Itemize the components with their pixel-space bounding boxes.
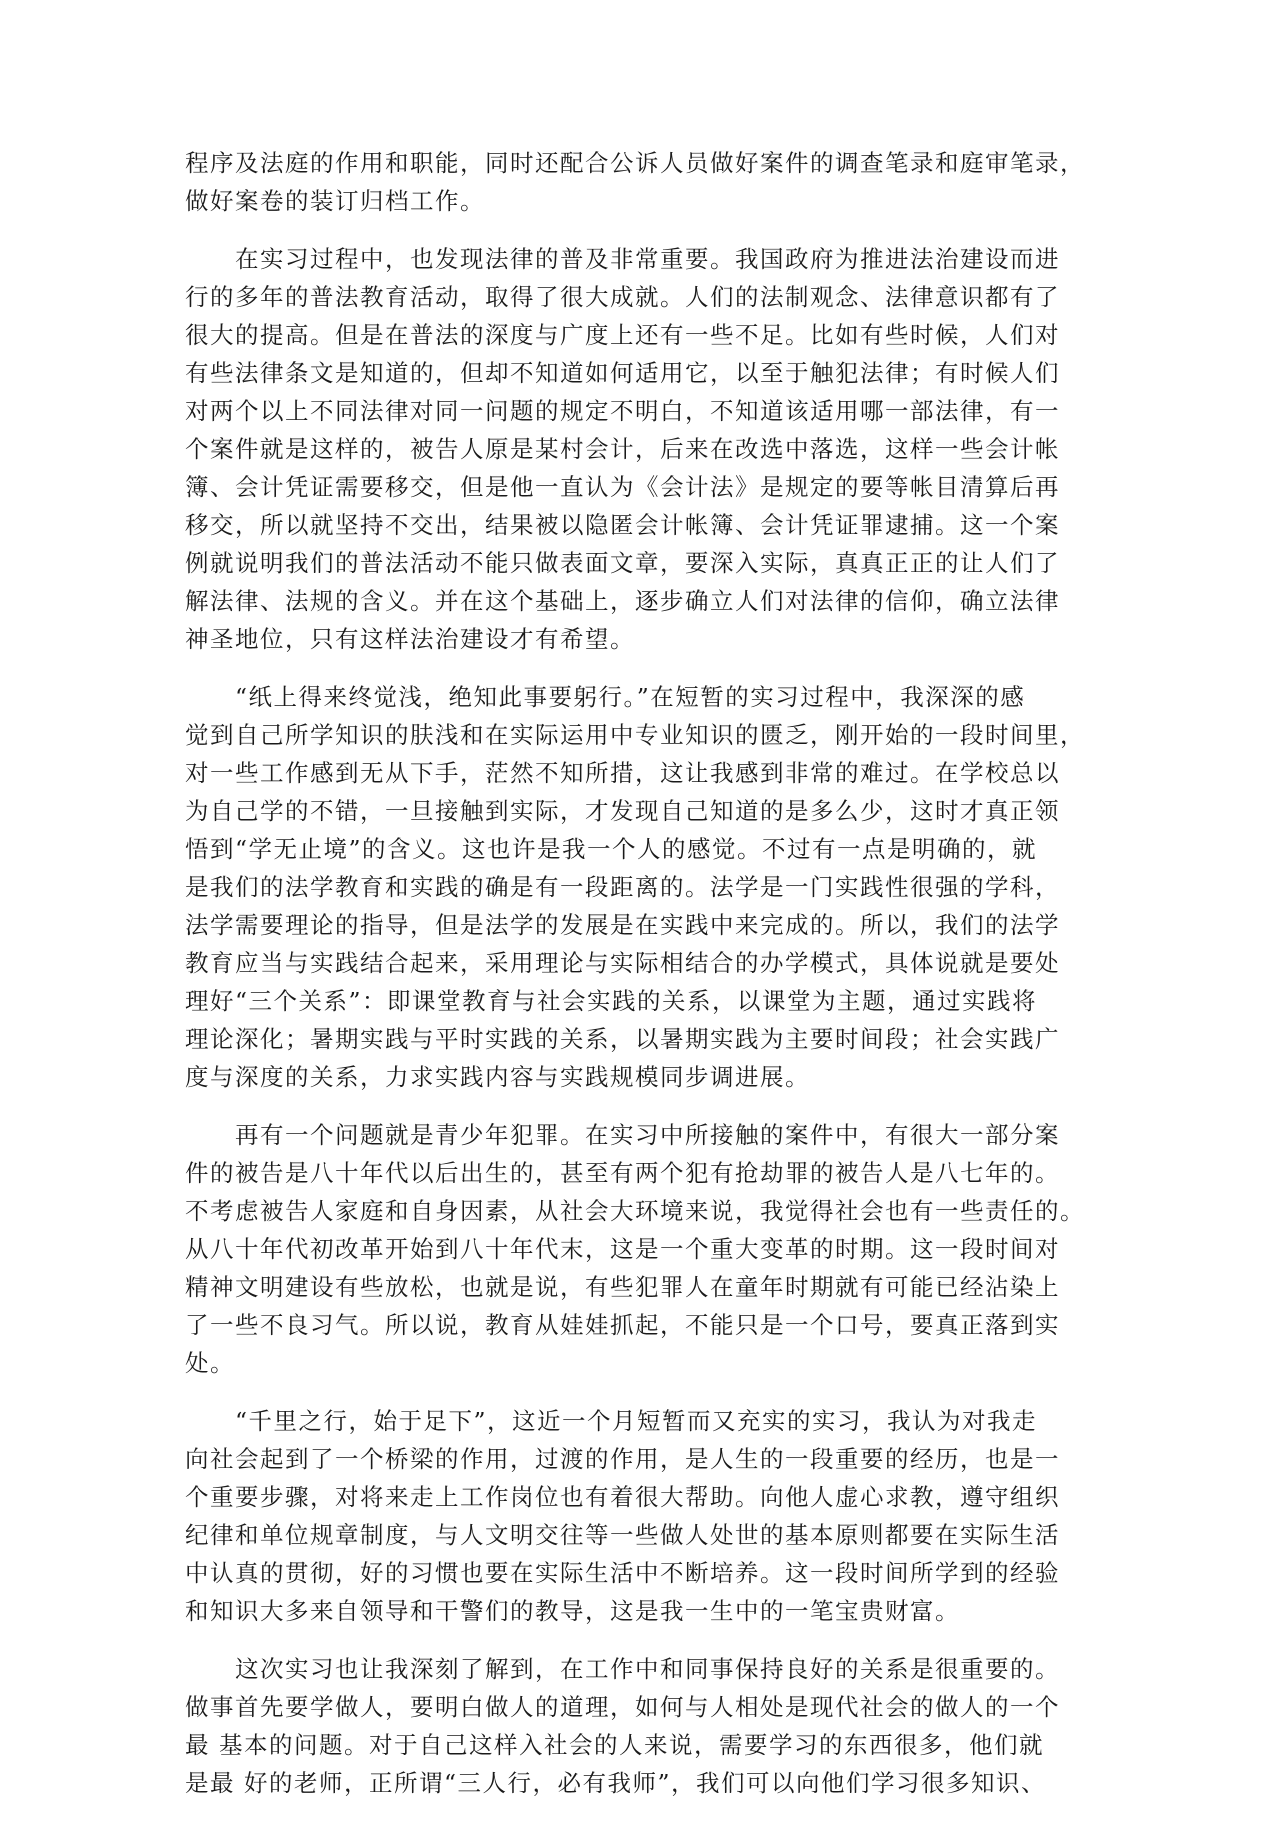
- paragraph: [185, 1402, 1105, 1630]
- text-line: 解法律、法规的含义。并在这个基础上，逐步确立人们对法律的信仰，确立法律: [185, 587, 1060, 615]
- text-line: 个案件就是这样的，被告人原是某村会计，后来在改选中落选，这样一些会计帐: [185, 435, 1060, 463]
- text-line: “纸上得来终觉浅，绝知此事要躬行。”在短暂的实习过程中，我深深的感: [185, 683, 1026, 711]
- text-line: 有些法律条文是知道的，但却不知道如何适用它，以至于触犯法律；有时候人们: [185, 359, 1060, 387]
- text-line: 做好案卷的装订归档工作。: [185, 187, 485, 215]
- text-line: 簿、会计凭证需要移交，但是他一直认为《会计法》是规定的要等帐目清算后再: [185, 473, 1060, 501]
- text-line: 从八十年代初改革开始到八十年代末，这是一个重大变革的时期。这一段时间对: [185, 1235, 1060, 1263]
- text-line: 精神文明建设有些放松，也就是说，有些犯罪人在童年时期就有可能已经沾染上: [185, 1273, 1060, 1301]
- text-line: 移交，所以就坚持不交出，结果被以隐匿会计帐簿、会计凭证罪逮捕。这一个案: [185, 511, 1060, 539]
- text-line: 悟到“学无止境”的含义。这也许是我一个人的感觉。不过有一点是明确的，就: [185, 835, 1038, 863]
- text-line: 理好“三个关系”：即课堂教育与社会实践的关系，以课堂为主题，通过实践将: [185, 987, 1038, 1015]
- paragraph: [185, 1116, 1105, 1382]
- text-line: 行的多年的普法教育活动，取得了很大成就。人们的法制观念、法律意识都有了: [185, 283, 1060, 311]
- text-line: 神圣地位，只有这样法治建设才有希望。: [185, 625, 635, 653]
- text-line: 不考虑被告人家庭和自身因素，从社会大环境来说，我觉得社会也有一些责任的。: [185, 1197, 1085, 1225]
- paragraph: [185, 240, 1105, 658]
- text-line: 和知识大多来自领导和干警们的教导，这是我一生中的一笔宝贵财富。: [185, 1597, 960, 1625]
- text-line: 最 基本的问题。对于自己这样入社会的人来说，需要学习的东西很多，他们就: [185, 1731, 1044, 1759]
- text-line: 再有一个问题就是青少年犯罪。在实习中所接触的案件中，有很大一部分案: [185, 1121, 1060, 1149]
- text-line: 做事首先要学做人，要明白做人的道理，如何与人相处是现代社会的做人的一个: [185, 1693, 1060, 1721]
- text-line: “千里之行，始于足下”，这近一个月短暂而又充实的实习，我认为对我走: [185, 1407, 1038, 1435]
- text-line: 向社会起到了一个桥梁的作用，过渡的作用，是人生的一段重要的经历，也是一: [185, 1445, 1060, 1473]
- text-line: 这次实习也让我深刻了解到，在工作中和同事保持良好的关系是很重要的。: [185, 1655, 1060, 1683]
- paragraph: [185, 144, 1105, 220]
- text-line: 度与深度的关系，力求实践内容与实践规模同步调进展。: [185, 1063, 810, 1091]
- text-line: 对一些工作感到无从下手，茫然不知所措，这让我感到非常的难过。在学校总以: [185, 759, 1060, 787]
- paragraph: [185, 678, 1105, 1096]
- text-line: 觉到自己所学知识的肤浅和在实际运用中专业知识的匮乏，刚开始的一段时间里，: [185, 721, 1085, 749]
- text-line: 法学需要理论的指导，但是法学的发展是在实践中来完成的。所以，我们的法学: [185, 911, 1060, 939]
- text-line: 是我们的法学教育和实践的确是有一段距离的。法学是一门实践性很强的学科，: [185, 873, 1060, 901]
- text-line: 处。: [185, 1349, 235, 1377]
- text-line: 很大的提高。但是在普法的深度与广度上还有一些不足。比如有些时候，人们对: [185, 321, 1060, 349]
- text-line: 是最 好的老师，正所谓“三人行，必有我师”，我们可以向他们学习很多知识、: [185, 1769, 1046, 1797]
- text-line: 教育应当与实践结合起来，采用理论与实际相结合的办学模式，具体说就是要处: [185, 949, 1060, 977]
- paragraph: [185, 1650, 1105, 1802]
- text-line: 纪律和单位规章制度，与人文明交往等一些做人处世的基本原则都要在实际生活: [185, 1521, 1060, 1549]
- document-body: [185, 144, 1105, 1822]
- text-line: 程序及法庭的作用和职能，同时还配合公诉人员做好案件的调查笔录和庭审笔录，: [185, 149, 1085, 177]
- text-line: 个重要步骤，对将来走上工作岗位也有着很大帮助。向他人虚心求教，遵守组织: [185, 1483, 1060, 1511]
- text-line: 为自己学的不错，一旦接触到实际，才发现自己知道的是多么少，这时才真正领: [185, 797, 1060, 825]
- text-line: 件的被告是八十年代以后出生的，甚至有两个犯有抢劫罪的被告人是八七年的。: [185, 1159, 1060, 1187]
- text-line: 中认真的贯彻，好的习惯也要在实际生活中不断培养。这一段时间所学到的经验: [185, 1559, 1060, 1587]
- text-line: 在实习过程中，也发现法律的普及非常重要。我国政府为推进法治建设而进: [185, 245, 1060, 273]
- text-line: 了一些不良习气。所以说，教育从娃娃抓起，不能只是一个口号，要真正落到实: [185, 1311, 1060, 1339]
- text-line: 对两个以上不同法律对同一问题的规定不明白，不知道该适用哪一部法律，有一: [185, 397, 1060, 425]
- text-line: 理论深化；暑期实践与平时实践的关系，以暑期实践为主要时间段；社会实践广: [185, 1025, 1060, 1053]
- text-line: 例就说明我们的普法活动不能只做表面文章，要深入实际，真真正正的让人们了: [185, 549, 1060, 577]
